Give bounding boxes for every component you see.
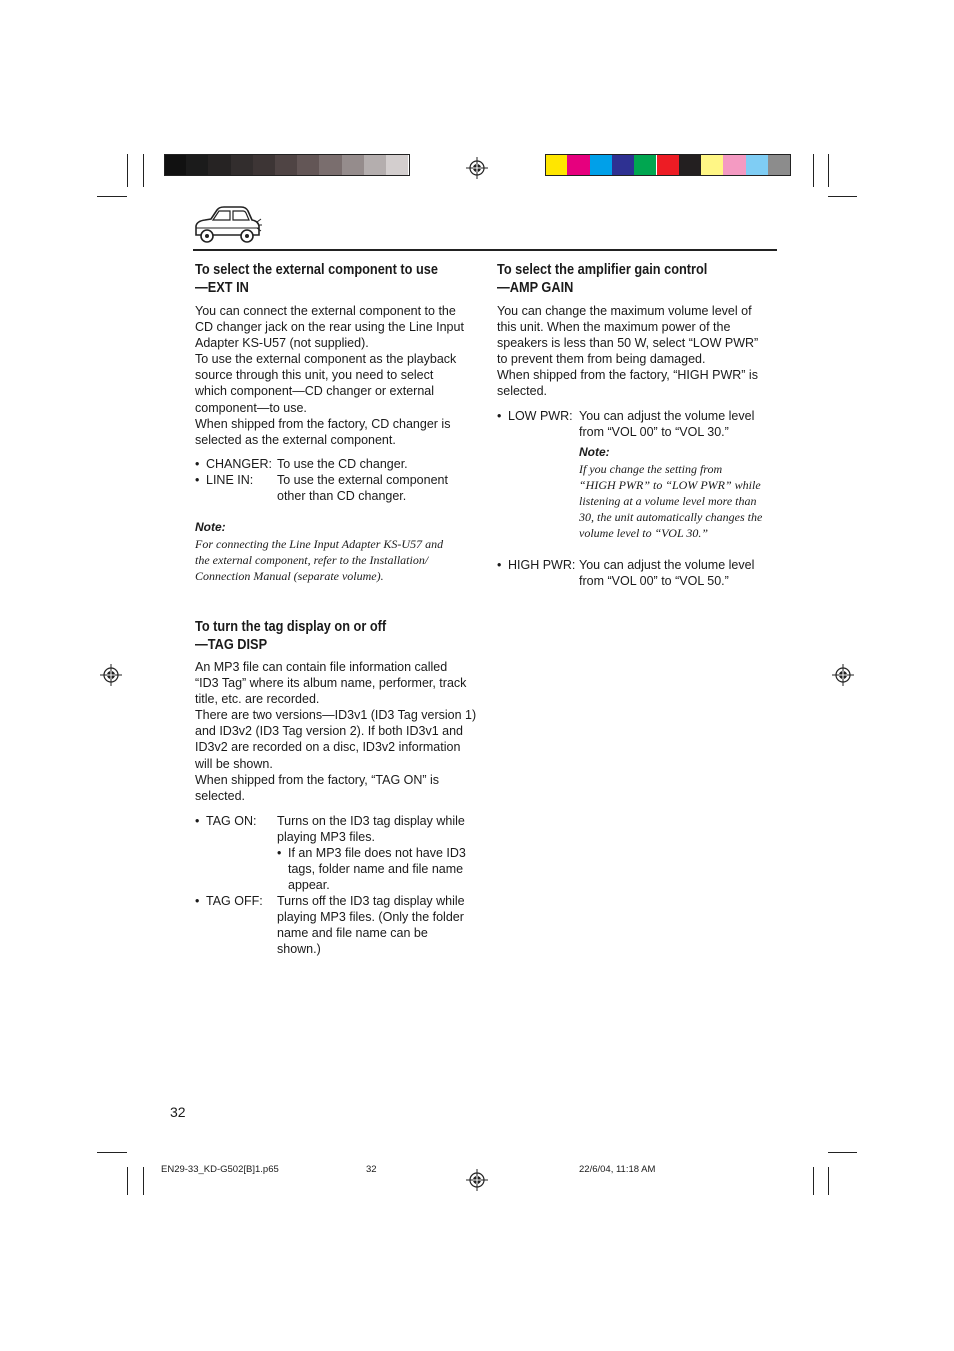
list-item-high-pwr: • HIGH PWR: You can adjust the volume level from “VOL 00” to “VOL 50.” — [497, 558, 755, 589]
footer-timestamp: 22/6/04, 11:18 AM — [579, 1164, 656, 1175]
calibration-swatch — [408, 154, 430, 176]
list-item-tag-off: • TAG OFF: Turns off the ID3 tag display while playing MP3 files. (Only the folder name and file name can be shown.) — [195, 894, 465, 957]
registration-mark-icon — [100, 664, 122, 686]
calibration-bar-frame — [164, 154, 410, 176]
list-item-low-pwr: • LOW PWR: You can adjust the volume level from “VOL 00” to “VOL 30.” — [497, 409, 755, 440]
section-heading-tag-disp: To turn the tag display on or off —TAG DISP — [195, 619, 387, 653]
paragraph-ext-in: You can connect the external component to the CD changer jack on the rear using the Line Input Adapter KS-U57 (not supplied). To use the external component as the playback source through this unit, you need to select which component—CD changer or external component—to use. When shipped from the factory, CD changer is selected as the external component. — [195, 304, 464, 447]
note-text-ext-in: For connecting the Line Input Adapter KS-U57 and the external component, refer to the Installation/ Connection Manual (separate volume). — [195, 537, 444, 584]
note-text-amp-gain: If you change the setting from “HIGH PWR” to “LOW PWR” while listening at a volume level more than 30, the unit automatically changes the volume level to “VOL 30.” — [579, 462, 763, 541]
note-label: Note: — [195, 520, 226, 534]
paragraph-tag-disp: An MP3 file can contain file information called “ID3 Tag” where its album name, performer, track title, etc. are recorded. There are two versions—ID3v1 (ID3 Tag version 1) and ID3v2 (ID3 Tag version 2). If both ID3v1 and ID3v2 are recorded on a disc, ID3v2 information will be shown. When shipped from the factory, “TAG ON” is selected. — [195, 660, 477, 803]
registration-mark-icon — [466, 1169, 488, 1191]
note-label: Note: — [579, 445, 610, 459]
header-rule — [193, 249, 777, 251]
calibration-bar-frame — [545, 154, 791, 176]
list-item-line-in: • LINE IN: To use the external component other than CD changer. — [195, 473, 448, 504]
list-item-changer: • CHANGER: To use the CD changer. — [195, 457, 408, 471]
footer-filename: EN29-33_KD-G502[B]1.p65 — [161, 1164, 279, 1175]
car-icon — [193, 202, 263, 246]
page-number: 32 — [170, 1104, 186, 1120]
registration-mark-icon — [466, 157, 488, 179]
registration-mark-icon — [832, 664, 854, 686]
section-heading-ext-in: To select the external component to use —EXT IN — [195, 262, 438, 296]
section-heading-amp-gain: To select the amplifier gain control —AMP GAIN — [497, 262, 708, 296]
paragraph-amp-gain: You can change the maximum volume level of this unit. When the maximum power of the speakers is less than 50 W, select “LOW PWR” to prevent them from being damaged. When shipped from the factory, “HIGH PWR” is selected. — [497, 304, 759, 399]
footer-page: 32 — [366, 1164, 377, 1175]
list-item-tag-on: • TAG ON: Turns on the ID3 tag display while playing MP3 files. • If an MP3 file does not have ID3 tags, folder name and file name appear. — [195, 814, 466, 893]
